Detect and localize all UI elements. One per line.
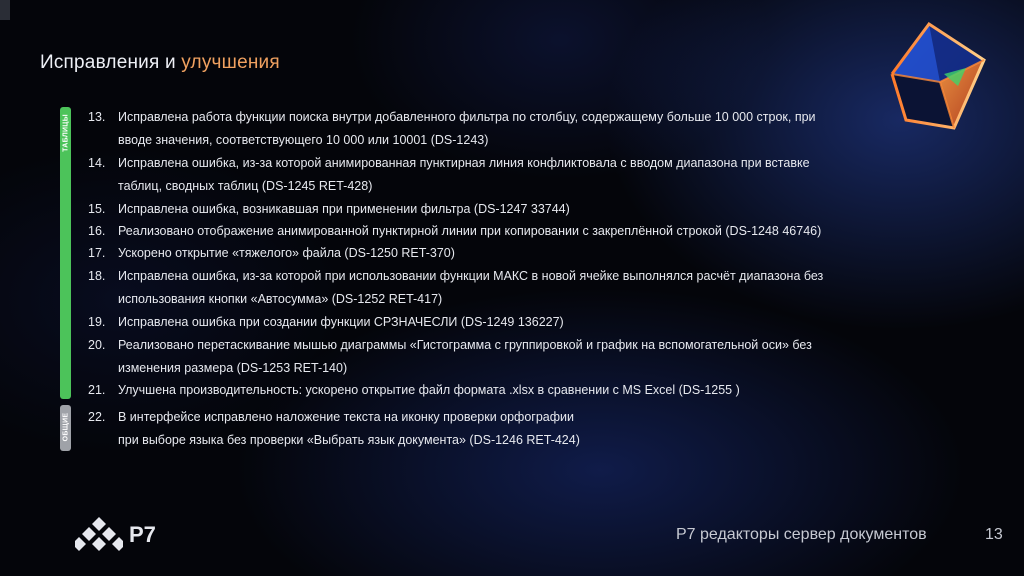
slide-title: [40, 52, 280, 74]
item-text: Исправлена ошибка, возникавшая при применении фильтра (DS-1247 33744): [118, 202, 570, 216]
item-text: Исправлена ошибка, из-за которой анимированная пунктирная линия конфликтовала с вводом диапазона при вставке: [118, 156, 810, 170]
title-main: Исправления и: [40, 52, 182, 73]
item-number: 21.: [88, 383, 106, 397]
item-text: вводе значения, соответствующего 10 000 или 10001 (DS-1243): [118, 133, 489, 147]
page-number: 13: [985, 526, 1003, 543]
title-accent: улучшения: [181, 52, 280, 73]
item-text: использования кнопки «Автосумма» (DS-1252 RET-417): [118, 292, 443, 306]
group-tag-label: ТАБЛИЦЫ: [62, 114, 69, 152]
item-text: Реализовано отображение анимированной пунктирной линии при копировании с закреплённой строкой (DS-1248 46746): [118, 224, 822, 238]
item-number: 22.: [88, 410, 106, 424]
item-text: Ускорено открытие «тяжелого» файла (DS-1250 RET-370): [118, 246, 455, 260]
item-text: В интерфейсе исправлено наложение текста на иконку проверки орфографии: [118, 410, 574, 424]
r7-logo-icon: [75, 517, 123, 553]
item-number: 13.: [88, 110, 106, 124]
group-tag-tables: [60, 107, 71, 399]
item-number: 19.: [88, 315, 106, 329]
item-number: 17.: [88, 246, 106, 260]
footer-product: Р7 редакторы сервер документов: [676, 526, 927, 543]
item-text: изменения размера (DS-1253 RET-140): [118, 361, 348, 375]
item-text: Реализовано перетаскивание мышью диаграммы «Гистограмма с группировкой и график на вспомогательной оси» без: [118, 338, 812, 352]
corner-mark: [0, 0, 10, 20]
item-text: Исправлена ошибка, из-за которой при использовании функции МАКС в новой ячейке выполнялся расчёт диапазона без: [118, 269, 824, 283]
item-number: 14.: [88, 156, 106, 170]
group-tag-common: [60, 405, 71, 451]
item-number: 15.: [88, 202, 106, 216]
item-text: таблиц, сводных таблиц (DS-1245 RET-428): [118, 179, 373, 193]
logo-text: Р7: [129, 522, 156, 547]
item-number: 20.: [88, 338, 106, 352]
item-number: 16.: [88, 224, 106, 238]
item-text: Исправлена работа функции поиска внутри добавленного фильтра по столбцу, содержащему больше 10 000 строк, при: [118, 110, 816, 124]
item-text: Улучшена производительность: ускорено открытие файл формата .xlsx в сравнении с MS Excel (DS-1255 ): [118, 383, 740, 397]
group-tag-label: ОБЩИЕ: [62, 412, 69, 442]
item-text: при выборе языка без проверки «Выбрать язык документа» (DS-1246 RET-424): [118, 433, 580, 447]
item-number: 18.: [88, 269, 106, 283]
item-text: Исправлена ошибка при создании функции СРЗНАЧЕСЛИ (DS-1249 136227): [118, 315, 564, 329]
cube-3d-icon: [884, 16, 994, 138]
